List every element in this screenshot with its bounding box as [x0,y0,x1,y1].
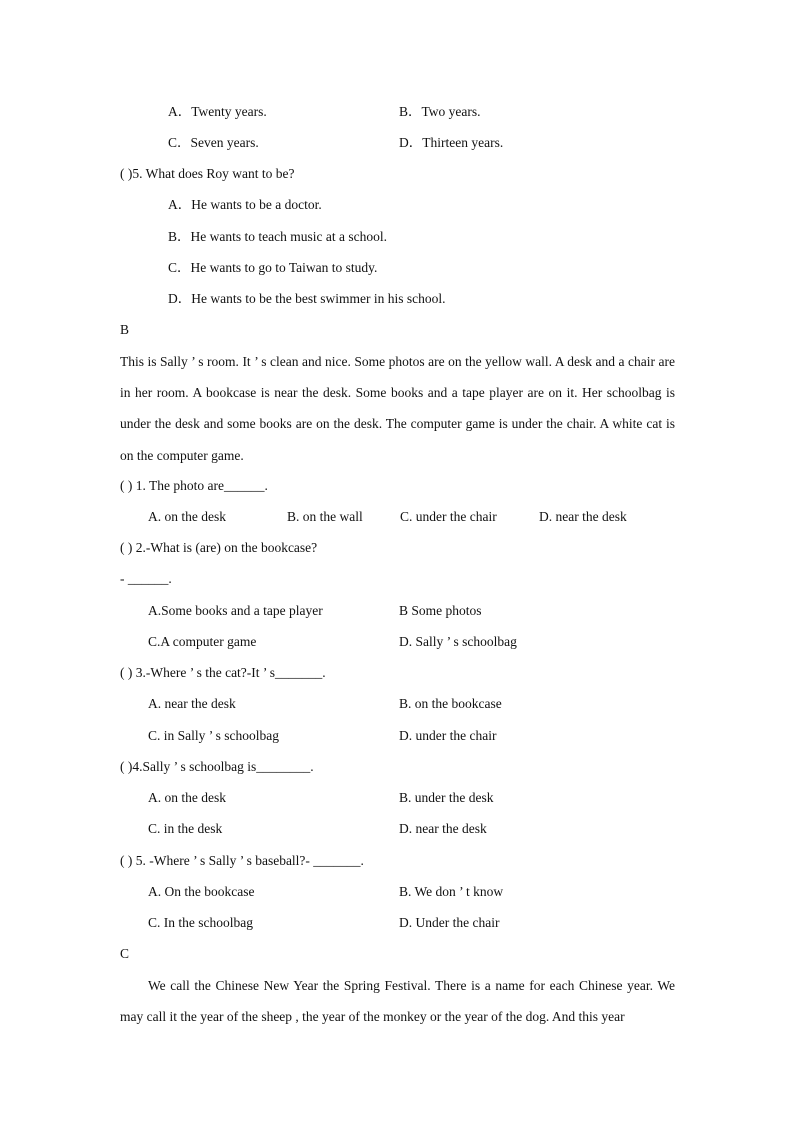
option-b[interactable]: B．He wants to teach music at a school. [168,229,387,244]
option-d[interactable]: D. near the desk [399,821,487,836]
reading-passage-c: We call the Chinese New Year the Spring Festival. There is a name for each Chinese year. We may call it the year of the sheep , the year of the monkey or the year of the dog. And this year [120,978,675,1025]
question-stem: ( ) 2.-What is (are) on the bookcase? [120,540,318,555]
option-a[interactable]: A. On the bookcase [148,884,255,899]
question-5-stem: ( )5. What does Roy want to be? [120,166,295,181]
option-a[interactable]: A. on the desk [148,790,226,805]
option-b[interactable]: B．Two years. [399,104,481,119]
option-b[interactable]: B. on the bookcase [399,696,502,711]
option-a[interactable]: A．He wants to be a doctor. [168,197,322,212]
section-heading-c: C [120,946,130,961]
question-stem: ( ) 3.-Where ’ s the cat?-It ’ s_______. [120,665,326,680]
option-c[interactable]: C. in the desk [148,821,223,836]
option-c[interactable]: C. in Sally ’ s schoolbag [148,728,279,743]
reading-passage-b: This is Sally ’ s room. It ’ s clean and nice. Some photos are on the yellow wall. A desk and a chair are in her room. A bookcase is near the desk. Some books and a tape player are on it. Her schoolbag is under the desk and some books are on the desk. The computer game is under the chair. A white cat is on the computer game. [120,354,675,463]
option-a[interactable]: A. near the desk [148,696,236,711]
option-d[interactable]: D. Sally ’ s schoolbag [399,634,517,649]
option-a[interactable]: A.Some books and a tape player [148,603,323,618]
option-c[interactable]: C. under the chair [400,509,497,524]
option-c[interactable]: C．Seven years. [168,135,259,150]
option-c[interactable]: C．He wants to go to Taiwan to study. [168,260,378,275]
question-stem: ( ) 5. -Where ’ s Sally ’ s baseball?- _______. [120,853,364,868]
option-a[interactable]: A．Twenty years. [168,104,267,119]
option-d[interactable]: D. under the chair [399,728,497,743]
option-d[interactable]: D. near the desk [539,509,627,524]
option-d[interactable]: D．He wants to be the best swimmer in his school. [168,291,446,306]
option-d[interactable]: D. Under the chair [399,915,500,930]
option-c[interactable]: C.A computer game [148,634,257,649]
answer-blank: - ______. [120,571,172,586]
option-b[interactable]: B Some photos [399,603,482,618]
option-b[interactable]: B. under the desk [399,790,494,805]
option-b[interactable]: B. on the wall [287,509,363,524]
section-heading-b: B [120,322,130,337]
question-stem: ( )4.Sally ’ s schoolbag is________. [120,759,314,774]
option-a[interactable]: A. on the desk [148,509,226,524]
option-d[interactable]: D．Thirteen years. [399,135,504,150]
question-stem: ( ) 1. The photo are______. [120,478,268,493]
option-c[interactable]: C. In the schoolbag [148,915,253,930]
option-b[interactable]: B. We don ’ t know [399,884,504,899]
